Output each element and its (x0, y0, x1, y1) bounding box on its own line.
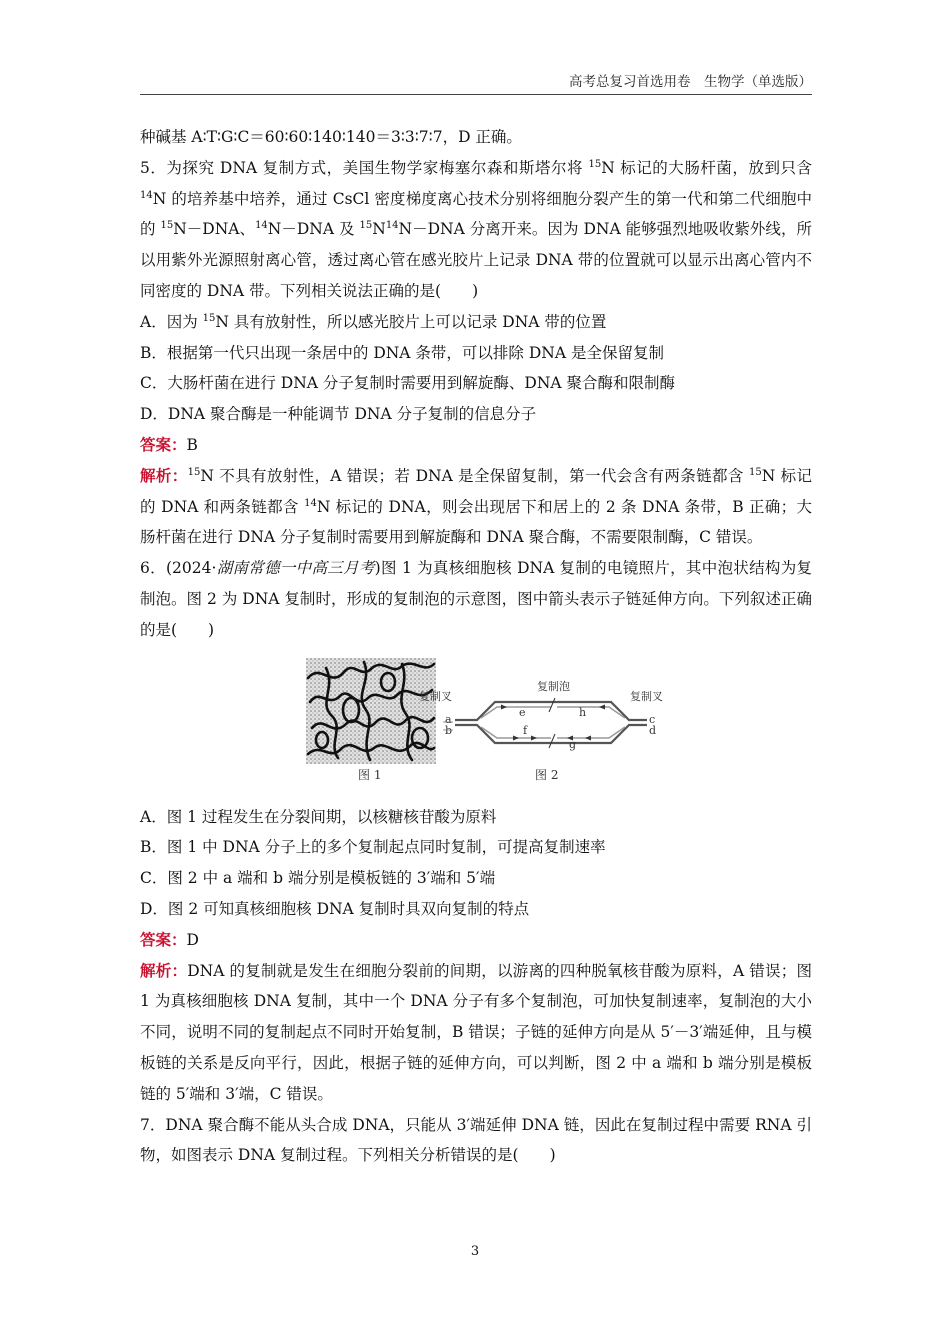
svg-text:e: e (519, 705, 526, 719)
svg-text:d: d (649, 723, 657, 737)
q5-option-c: C．大肠杆菌在进行 DNA 分子复制时需要用到解旋酶、DNA 聚合酶和限制酶 (140, 374, 676, 393)
bubble-label: 复制泡 (537, 679, 570, 693)
q6-answer: 答案：D (140, 929, 199, 949)
fork-left-label: 复制叉 (419, 689, 452, 703)
svg-text:h: h (579, 705, 587, 719)
em-photo-figure1 (306, 658, 436, 764)
page-number: 3 (470, 1244, 480, 1259)
svg-text:b: b (445, 723, 453, 737)
svg-text:f: f (523, 723, 528, 737)
q5-option-a: A．因为 $^{15}$N 具有放射性，所以感光胶片上可以记录 DNA 带的位置 (140, 312, 607, 331)
svg-text:g: g (569, 737, 577, 751)
page-content (140, 122, 812, 1171)
replication-bubble-figure2 (419, 678, 663, 758)
q6-option-d: D．图 2 可知真核细胞核 DNA 复制时具双向复制的特点 (140, 899, 530, 918)
header-title: 高考总复习首选用卷 生物学（单选版） (569, 74, 812, 90)
q6-option-a: A．图 1 过程发生在分裂间期，以核糖核苷酸为原料 (140, 807, 497, 826)
fork-right-label: 复制叉 (630, 689, 663, 703)
q5-option-b: B．根据第一代只出现一条居中的 DNA 条带，可以排除 DNA 是全保留复制 (140, 343, 664, 362)
svg-text:a: a (445, 712, 452, 726)
q6-option-b: B．图 1 中 DNA 分子上的多个复制起点同时复制，可提高复制速率 (140, 838, 606, 857)
q6-analysis: 解析：DNA 的复制就是发生在细胞分裂前的间期，以游离的四种脱氧核苷酸为原料，A 错误；图 1 为真核细胞核 DNA 复制，其中一个 DNA 分子有多个复制泡，可加快复制速率，复制泡的大小不同，说明不同的复制起点不同时开始复制，B 错误；子链的延伸方向是从 5′－3′端延伸，且与模板链的关系是反向平行，因此，根据子链的延伸方向，可以判断，图 2 中 a 端和 b 端分别是模板链的 5′端和 3′端，C 错误。 (140, 960, 812, 1103)
q7-stem: 7．DNA 聚合酶不能从头合成 DNA，只能从 3′端延伸 DNA 链，因此在复制过程中需要 RNA 引物，如图表示 DNA 复制过程。下列相关分析错误的是( ) (140, 1115, 812, 1165)
q5-answer: 答案：B (140, 434, 198, 454)
q5-stem: 5．为探究 DNA 复制方式，美国生物学家梅塞尔森和斯塔尔将 $^{15}$N 标记的大肠杆菌，放到只含 $^{14}$N 的培养基中培养，通过 CsCl 密度梯度离心技术分别将细胞分裂产生的第一代和第二代细胞中的 $^{15}$N－DNA、$^{14}$N－DNA 及 $^{15}N^{14}N-DNA$ 分离开来。因为 DNA 能够强烈地吸收紫外线，所以用紫外光源照射离心管，透过离心管在感光胶片上记录 DNA 带的位置就可以显示出离心管内不同密度的 DNA 带。下列相关说法正确的是( ) (140, 158, 812, 300)
q6-option-c: C．图 2 中 a 端和 b 端分别是模板链的 3′端和 5′端 (140, 869, 496, 888)
svg-text:c: c (649, 712, 656, 726)
figure2-caption: 图 2 (535, 767, 559, 782)
q5-analysis: 解析：$^{15}$N 不具有放射性，A 错误；若 DNA 是全保留复制，第一代会含有两条链都含 $^{15}$N 标记的 DNA 和两条链都含 $^{14}$N 标记的 DNA，则会出现居下和居上的 2 条 DNA 条带，B 正确；大肠杆菌在进行 DNA 分子复制时需要用到解旋酶和 DNA 聚合酶，不需要限制酶，C 错误。 (140, 465, 813, 547)
q6-figure (140, 650, 812, 798)
figure1-caption: 图 1 (358, 767, 382, 782)
q6-stem: 6．(2024·湖南常德一中高三月考)图 1 为真核细胞核 DNA 复制的电镜照片，其中泡状结构为复制泡。图 2 为 DNA 复制时，形成的复制泡的示意图，图中箭头表示子链延伸方向。下列叙述正确的是( ) (140, 559, 812, 639)
page-header (140, 70, 812, 95)
q4-tail: 种碱基 A∶T∶G∶C＝60∶60∶140∶140＝3∶3∶7∶7，D 正确。 (140, 128, 522, 146)
q5-option-d: D．DNA 聚合酶是一种能调节 DNA 分子复制的信息分子 (140, 405, 537, 424)
